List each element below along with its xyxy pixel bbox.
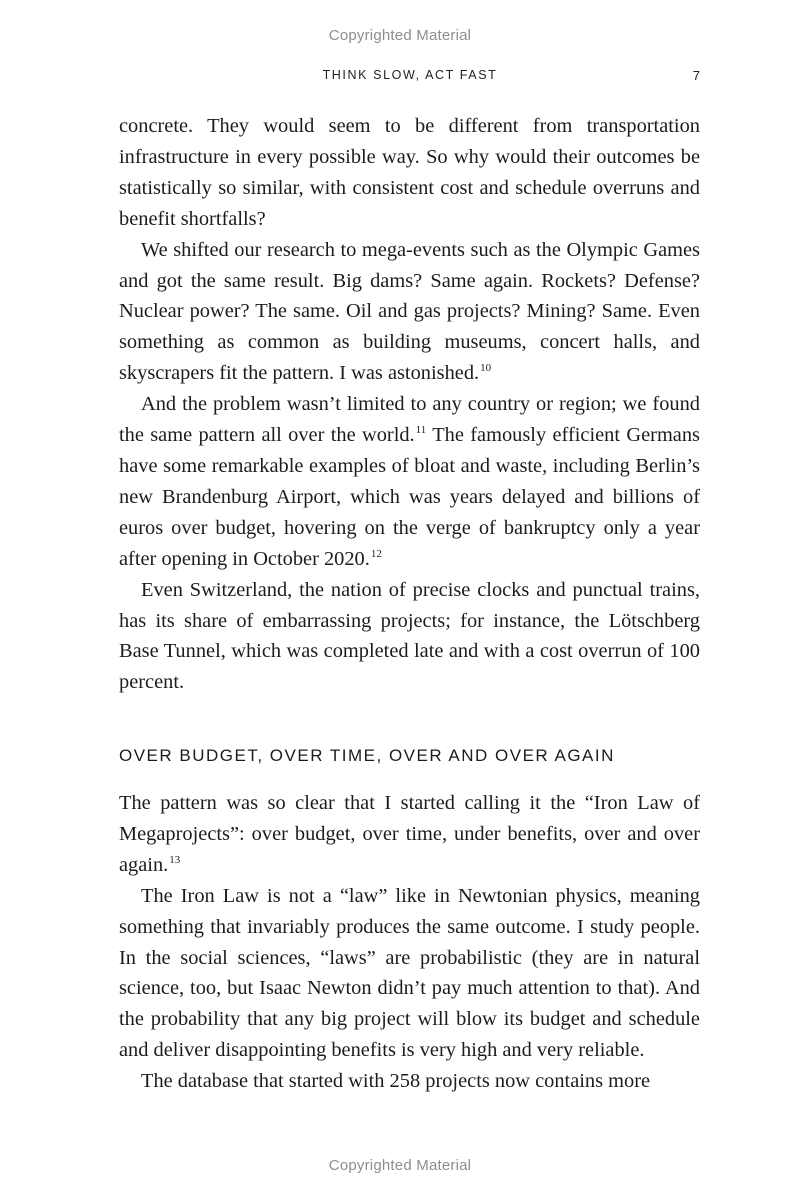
paragraph: And the problem wasn’t limited to any country or region; we found the same pattern all over the world.$^{11}$ The famously efficient Germans have some remarkable examples of bloat and waste, including Berlin’s new Brandenburg Airport, which was years delayed and billions of euros over budget, hovering on the verge of bankruptcy only a year after opening in October 2020.12 xyxy=(119,393,700,570)
footnote-marker: 12 xyxy=(370,547,382,560)
copyright-watermark-bottom: Copyrighted Material xyxy=(328,1157,472,1174)
body-text-section xyxy=(119,788,700,1097)
paragraph: We shifted our research to mega-events such as the Olympic Games and got the same result. Big dams? Same again. Rockets? Defense? Nuclear power? The same. Oil and gas projects? Mining? Same. Even something as common as building museums, concert halls, and skyscrapers fit the pattern. I was astonished.$^{10}$ xyxy=(119,238,700,385)
footnote-marker: 10 xyxy=(480,362,492,375)
paragraph: The database that started with 258 projects now contains more xyxy=(141,1070,651,1093)
section-heading: OVER BUDGET, OVER TIME, OVER AND OVER AGAIN xyxy=(119,746,615,765)
running-title: THINK SLOW, ACT FAST xyxy=(322,68,498,82)
footnote-marker: 13 xyxy=(169,853,181,866)
footnote-marker: 11 xyxy=(415,424,427,437)
paragraph: Even Switzerland, the nation of precise clocks and punctual trains, has its share of embarrassing projects; for instance, the Lötschberg Base Tunnel, which was completed late and with a cost overrun of 100 percent. xyxy=(119,578,700,694)
running-header xyxy=(0,68,800,88)
copyright-watermark-top: Copyrighted Material xyxy=(328,27,472,44)
page-number: 7 xyxy=(692,68,700,83)
paragraph: concrete. They would seem to be different from transportation infrastructure in every possible way. So why would their outcomes be statistically so similar, with consistent cost and schedule overruns and benefit shortfalls? xyxy=(119,115,700,230)
body-text-top xyxy=(119,111,700,698)
paragraph: The pattern was so clear that I started calling it the “Iron Law of Megaprojects”: over budget, over time, under benefits, over and over again.$^{13}$ xyxy=(119,792,700,876)
paragraph: The Iron Law is not a “law” like in Newtonian physics, meaning something that invariably produces the same outcome. I study people. In the social sciences, “laws” are probabilistic (they are in natural science, too, but Isaac Newton didn’t pay much attention to that). And the probability that any big project will blow its budget and schedule and deliver disappointing benefits is very high and very reliable. xyxy=(119,884,700,1062)
